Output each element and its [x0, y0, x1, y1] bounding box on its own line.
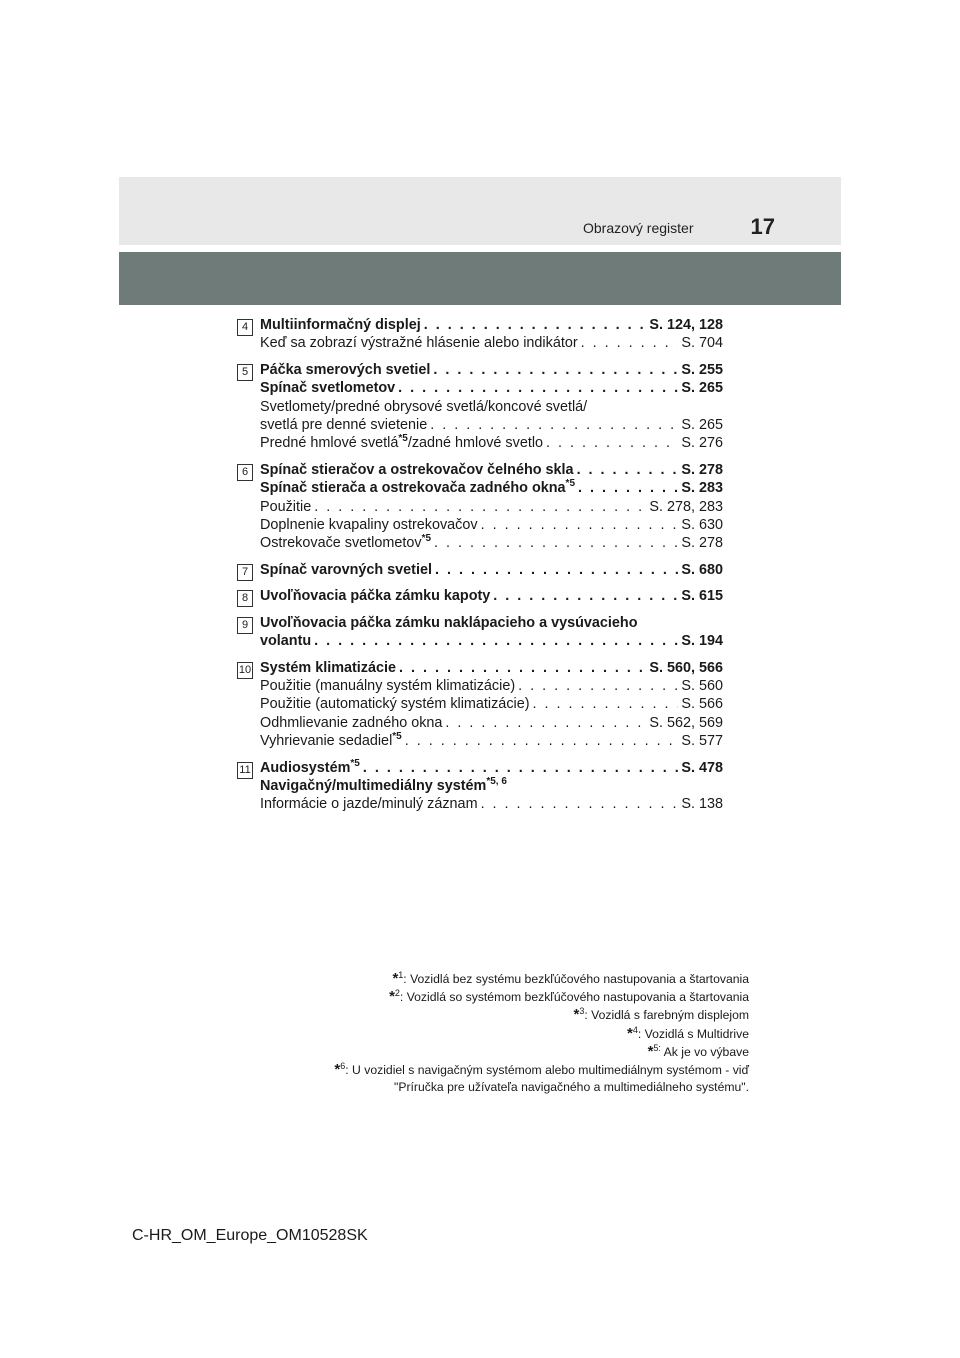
- index-section: [237, 561, 723, 579]
- index-entry[interactable]: [260, 398, 723, 416]
- section-gap: [237, 579, 723, 587]
- index-section: [237, 759, 723, 814]
- entry-label: Systém klimatizácie: [260, 659, 396, 676]
- entry-label: Ostrekovače svetlometov$^{*5}$: [260, 533, 432, 552]
- footnote-star: *: [627, 1024, 633, 1042]
- entry-page-ref[interactable]: S. 560: [681, 677, 723, 694]
- footnote: [334, 970, 749, 988]
- index-entry[interactable]: [260, 795, 723, 813]
- entry-label: Spínač stieračov a ostrekovačov čelného skla: [260, 461, 574, 478]
- footnotes: [334, 970, 749, 1096]
- leader-dots: [398, 379, 678, 397]
- leader-dots: [433, 361, 678, 379]
- index-section: [237, 461, 723, 553]
- entry-page-ref[interactable]: S. 124, 128: [649, 317, 723, 333]
- index-section: [237, 316, 723, 353]
- footnote-mark: 1: [398, 969, 404, 980]
- index-entry[interactable]: [260, 777, 723, 795]
- index-entry[interactable]: [260, 732, 723, 750]
- footnote-star: *: [389, 988, 395, 1006]
- leader-dots: [533, 695, 679, 713]
- leader-dots: [546, 434, 678, 452]
- leader-dots: [518, 677, 678, 695]
- footnote: [334, 1025, 749, 1043]
- footnote-ref: *5: [392, 731, 402, 743]
- index-list: [237, 316, 723, 814]
- footnote-ref: *5: [398, 433, 408, 445]
- entry-label: Spínač varovných svetiel: [260, 561, 432, 578]
- footnote: [334, 1079, 749, 1096]
- index-entry[interactable]: [260, 659, 723, 677]
- footnote-star: *: [334, 1061, 341, 1079]
- footnote-text: : Vozidlá s farebným displejom: [584, 1008, 749, 1023]
- header-band-light: [119, 177, 841, 245]
- callout-number: 6: [237, 464, 253, 481]
- footnote-star: *: [573, 1006, 580, 1024]
- leader-dots: [424, 316, 647, 334]
- leader-dots: [399, 659, 646, 677]
- entry-label: Spínač stierača a ostrekovača zadného okna$^{*5}$: [260, 478, 575, 497]
- index-entry[interactable]: [260, 614, 723, 632]
- entry-label: Vyhrievanie sedadiel$^{*5}$: [260, 731, 402, 750]
- entry-label: Informácie o jazde/minulý záznam: [260, 796, 478, 813]
- leader-dots: [363, 759, 679, 777]
- index-section: [237, 659, 723, 751]
- index-section: [237, 614, 723, 651]
- entry-label: Svetlomety/predné obrysové svetlá/koncové svetlá/: [260, 398, 588, 415]
- index-entry[interactable]: [260, 434, 723, 452]
- entry-label: Použitie (manuálny systém klimatizácie): [260, 677, 516, 694]
- entry-label: Keď sa zobrazí výstražné hlásenie alebo indikátor: [260, 335, 578, 352]
- entry-label: Spínač svetlometov: [260, 380, 396, 397]
- footnote-mark: 5:: [653, 1042, 661, 1053]
- index-entry[interactable]: [260, 461, 723, 479]
- entry-page-ref[interactable]: S. 560, 566: [649, 659, 723, 676]
- footnote-mark: 2: [394, 988, 400, 999]
- footnote: [334, 1043, 749, 1061]
- callout-number: 9: [237, 617, 253, 634]
- index-entry[interactable]: [260, 379, 723, 397]
- footnote-text: : Vozidlá s Multidrive: [637, 1026, 749, 1041]
- section-gap: [237, 751, 723, 759]
- leader-dots: [581, 334, 679, 352]
- entry-page-ref[interactable]: S. 283: [681, 480, 723, 497]
- index-entry[interactable]: [260, 361, 723, 379]
- index-entry[interactable]: [260, 334, 723, 352]
- leader-dots: [314, 498, 646, 516]
- section-title: Obrazový register: [583, 220, 694, 236]
- callout-number: 4: [237, 319, 253, 336]
- section-gap: [237, 651, 723, 659]
- footnote-text: : U vozidiel s navigačným systémom alebo multimediálnym systémom - viď: [345, 1063, 749, 1078]
- entry-page-ref[interactable]: S. 577: [681, 733, 723, 750]
- entry-label: Páčka smerových svetiel: [260, 361, 431, 378]
- footnote-star: *: [647, 1042, 654, 1060]
- index-entry[interactable]: [260, 316, 723, 334]
- leader-dots: [445, 714, 646, 732]
- index-section: [237, 361, 723, 453]
- footnote-text: : Vozidlá bez systému bezkľúčového nastupovania a štartovania: [403, 972, 749, 986]
- index-entry[interactable]: [260, 714, 723, 732]
- callout-number: 8: [237, 590, 253, 607]
- footnote: [334, 1006, 749, 1024]
- entry-label: Audiosystém$^{*5}$: [260, 757, 360, 776]
- entry-label: Uvoľňovacia páčka zámku kapoty: [260, 588, 491, 605]
- entry-page-ref[interactable]: S. 194: [681, 633, 723, 650]
- footnote-mark: 3: [579, 1006, 585, 1017]
- index-entry[interactable]: [260, 498, 723, 516]
- footnote: [334, 1061, 749, 1079]
- entry-label: Použitie: [260, 498, 312, 515]
- callout-number: 7: [237, 564, 253, 581]
- entry-page-ref[interactable]: S. 704: [681, 335, 723, 352]
- footnote-text: "Príručka pre užívateľa navigačného a multimediálneho systému".: [394, 1080, 749, 1095]
- leader-dots: [405, 732, 679, 750]
- entry-page-ref[interactable]: S. 265: [681, 380, 723, 397]
- index-entry[interactable]: [260, 479, 723, 497]
- footnote-mark: 6: [340, 1060, 346, 1071]
- entry-label: Odhmlievanie zadného okna: [260, 714, 443, 731]
- leader-dots: [314, 632, 678, 650]
- index-entry[interactable]: [260, 561, 723, 579]
- footnote-star: *: [392, 970, 399, 987]
- entry-page-ref[interactable]: S. 630: [681, 517, 723, 534]
- footnote-text: Ak je vo výbave: [660, 1044, 749, 1059]
- footnote-text: : Vozidlá so systémom bezkľúčového nastupovania a štartovania: [399, 990, 749, 1005]
- entry-label: Navigačný/multimediálny systém$^{*5, 6}$: [260, 776, 507, 794]
- index-entry[interactable]: [260, 516, 723, 534]
- footnote-ref: *5: [421, 533, 432, 545]
- document-id: C-HR_OM_Europe_OM10528SK: [132, 1227, 368, 1244]
- entry-label: Predné hmlové svetlá$^{*5}$/zadné hmlové svetlo: [260, 433, 544, 452]
- section-gap: [237, 553, 723, 561]
- entry-page-ref[interactable]: S. 562, 569: [649, 714, 723, 731]
- footnote-ref: *5: [565, 478, 575, 490]
- entry-label: volantu: [260, 633, 312, 650]
- leader-dots: [481, 516, 679, 534]
- index-entry[interactable]: [260, 759, 723, 777]
- entry-label: Použitie (automatický systém klimatizácie): [260, 696, 530, 713]
- page-number: 17: [750, 214, 775, 239]
- index-entry[interactable]: [260, 416, 723, 434]
- leader-dots: [434, 534, 678, 552]
- entry-label: Doplnenie kvapaliny ostrekovačov: [260, 517, 478, 534]
- leader-dots: [481, 795, 679, 813]
- entry-page-ref[interactable]: S. 615: [681, 588, 723, 605]
- callout-number: 5: [237, 364, 253, 381]
- entry-page-ref[interactable]: S. 265: [681, 417, 723, 434]
- entry-page-ref[interactable]: S. 138: [681, 796, 723, 813]
- entry-page-ref[interactable]: S. 478: [681, 759, 723, 776]
- entry-page-ref[interactable]: S. 276: [681, 435, 723, 452]
- entry-label: svetlá pre denné svietenie: [260, 417, 428, 434]
- section-gap: [237, 453, 723, 461]
- header-band-dark: [119, 252, 841, 305]
- footnote: [334, 988, 749, 1006]
- index-entry[interactable]: [260, 587, 723, 605]
- index-entry[interactable]: [260, 695, 723, 713]
- footnote-ref: *5: [350, 757, 360, 769]
- leader-dots: [430, 416, 678, 434]
- callout-number: 11: [237, 762, 253, 779]
- entry-page-ref[interactable]: S. 278, 283: [649, 498, 723, 515]
- index-section: [237, 587, 723, 605]
- footnote-ref: *5, 6: [486, 776, 507, 788]
- entry-label: Multiinformačný displej: [260, 317, 421, 333]
- entry-page-ref[interactable]: S. 255: [681, 361, 723, 378]
- entry-page-ref[interactable]: S. 680: [681, 561, 723, 578]
- entry-label: Uvoľňovacia páčka zámku naklápacieho a vysúvacieho: [260, 614, 638, 631]
- index-entry[interactable]: [260, 534, 723, 552]
- callout-number: 10: [237, 662, 253, 679]
- index-entry[interactable]: [260, 632, 723, 650]
- entry-page-ref[interactable]: S. 278: [681, 461, 723, 478]
- section-gap: [237, 606, 723, 614]
- index-entry[interactable]: [260, 677, 723, 695]
- entry-page-ref[interactable]: S. 278: [681, 535, 723, 552]
- entry-page-ref[interactable]: S. 566: [681, 696, 723, 713]
- leader-dots: [578, 479, 678, 497]
- leader-dots: [577, 461, 679, 479]
- leader-dots: [435, 561, 678, 579]
- footnote-mark: 4: [632, 1024, 638, 1035]
- section-gap: [237, 353, 723, 361]
- leader-dots: [493, 587, 678, 605]
